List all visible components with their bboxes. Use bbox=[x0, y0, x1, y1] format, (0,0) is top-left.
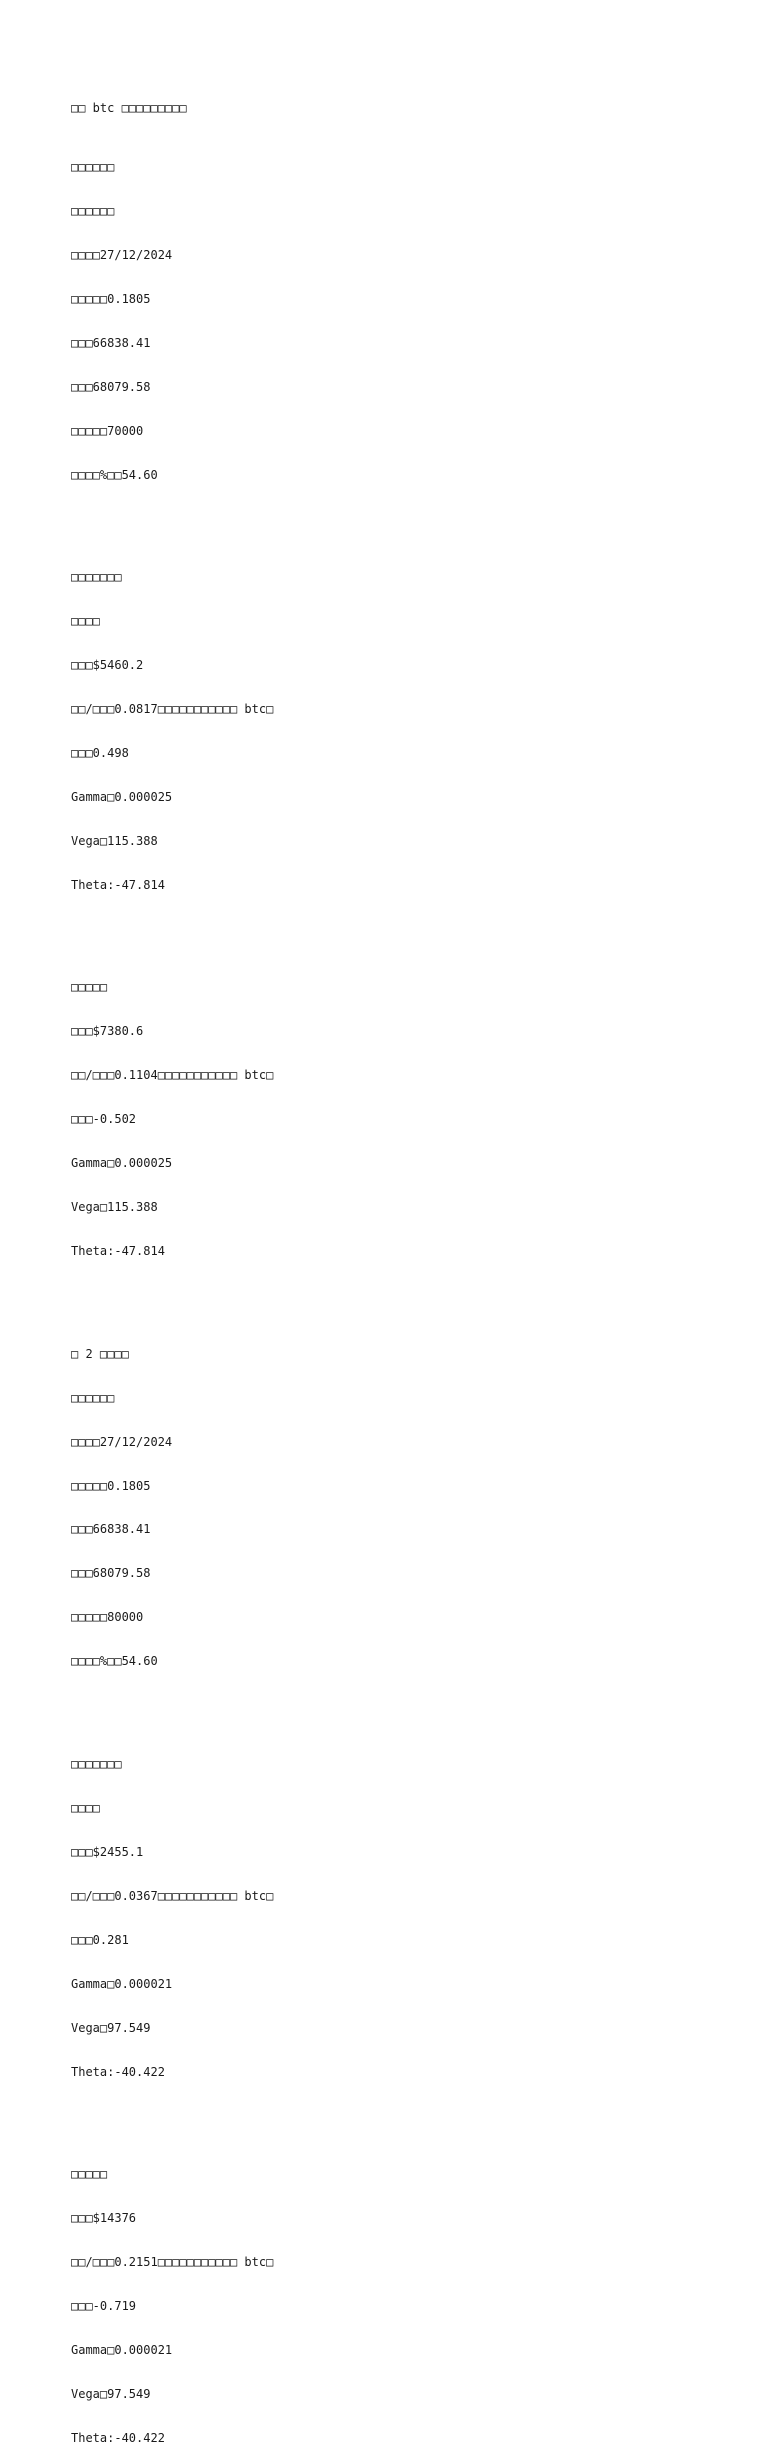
spacer bbox=[71, 1698, 273, 1713]
section2-call-btc-price: □□/□□□0.0367□□□□□□□□□□□ btc□ bbox=[71, 1888, 274, 1903]
section1-header-a: □□□□□□ bbox=[71, 159, 115, 174]
spacer bbox=[71, 512, 273, 527]
section1-put-vega: Vega□115.388 bbox=[71, 1200, 158, 1215]
section1-put-delta: □□□-0.502 bbox=[71, 1112, 137, 1127]
section1-time-to-expiry: □□□□□0.1805 bbox=[71, 291, 151, 306]
section2-call-gamma: Gamma□0.000021 bbox=[71, 1976, 173, 1991]
section1-call-header: □□□□□□□ bbox=[71, 570, 122, 585]
spacer bbox=[71, 1288, 273, 1303]
section2-forward-price: □□□68079.58 bbox=[71, 1566, 151, 1581]
document-body bbox=[71, 72, 273, 2460]
section2-strike: □□□□□80000 bbox=[71, 1610, 144, 1625]
section1-call-subheader: □□□□ bbox=[71, 614, 100, 629]
section2-header-a: □ 2 □□□□ bbox=[71, 1346, 129, 1361]
section1-call-vega: Vega□115.388 bbox=[71, 833, 158, 848]
section2-put-vega: Vega□97.549 bbox=[71, 2386, 151, 2401]
section2-expiry: □□□□27/12/2024 bbox=[71, 1434, 173, 1449]
section2-header-b: □□□□□□ bbox=[71, 1390, 115, 1405]
section1-call-theta: Theta:-47.814 bbox=[71, 877, 165, 892]
section1-put-gamma: Gamma□0.000025 bbox=[71, 1156, 173, 1171]
section1-expiry: □□□□27/12/2024 bbox=[71, 247, 173, 262]
section2-call-theta: Theta:-40.422 bbox=[71, 2064, 165, 2079]
section2-put-price: □□□$14376 bbox=[71, 2211, 137, 2226]
section2-spot-price: □□□66838.41 bbox=[71, 1522, 151, 1537]
section1-put-btc-price: □□/□□□0.1104□□□□□□□□□□□ btc□ bbox=[71, 1068, 274, 1083]
section2-put-delta: □□□-0.719 bbox=[71, 2299, 137, 2313]
spacer bbox=[71, 2109, 273, 2124]
section1-call-btc-price: □□/□□□0.0817□□□□□□□□□□□ btc□ bbox=[71, 702, 274, 717]
section2-put-header: □□□□□ bbox=[71, 2167, 108, 2182]
section2-call-delta: □□□0.281 bbox=[71, 1932, 129, 1947]
section1-spot-price: □□□66838.41 bbox=[71, 335, 151, 350]
section2-time-to-expiry: □□□□□0.1805 bbox=[71, 1478, 151, 1493]
section2-call-price: □□□$2455.1 bbox=[71, 1844, 144, 1859]
section2-call-header: □□□□□□□ bbox=[71, 1756, 122, 1771]
section1-strike: □□□□□70000 bbox=[71, 423, 144, 438]
section2-put-gamma: Gamma□0.000021 bbox=[71, 2342, 173, 2357]
section1-call-gamma: Gamma□0.000025 bbox=[71, 789, 173, 804]
section1-forward-price: □□□68079.58 bbox=[71, 379, 151, 394]
section1-put-theta: Theta:-47.814 bbox=[71, 1244, 165, 1259]
section1-put-price: □□□$7380.6 bbox=[71, 1024, 144, 1039]
section1-volatility: □□□□%□□54.60 bbox=[71, 467, 158, 482]
section1-call-delta: □□□0.498 bbox=[71, 745, 129, 760]
section2-call-vega: Vega□97.549 bbox=[71, 2020, 151, 2035]
section2-put-theta: Theta:-40.422 bbox=[71, 2430, 165, 2445]
section1-header-b: □□□□□□ bbox=[71, 203, 115, 218]
document-title: □□ btc □□□□□□□□□ bbox=[71, 101, 187, 116]
section2-call-subheader: □□□□ bbox=[71, 1800, 100, 1815]
spacer bbox=[71, 922, 273, 937]
section1-put-header: □□□□□ bbox=[71, 980, 108, 995]
section2-volatility: □□□□%□□54.60 bbox=[71, 1654, 158, 1669]
section1-call-price: □□□$5460.2 bbox=[71, 658, 144, 673]
section2-put-btc-price: □□/□□□0.2151□□□□□□□□□□□ btc□ bbox=[71, 2255, 274, 2270]
